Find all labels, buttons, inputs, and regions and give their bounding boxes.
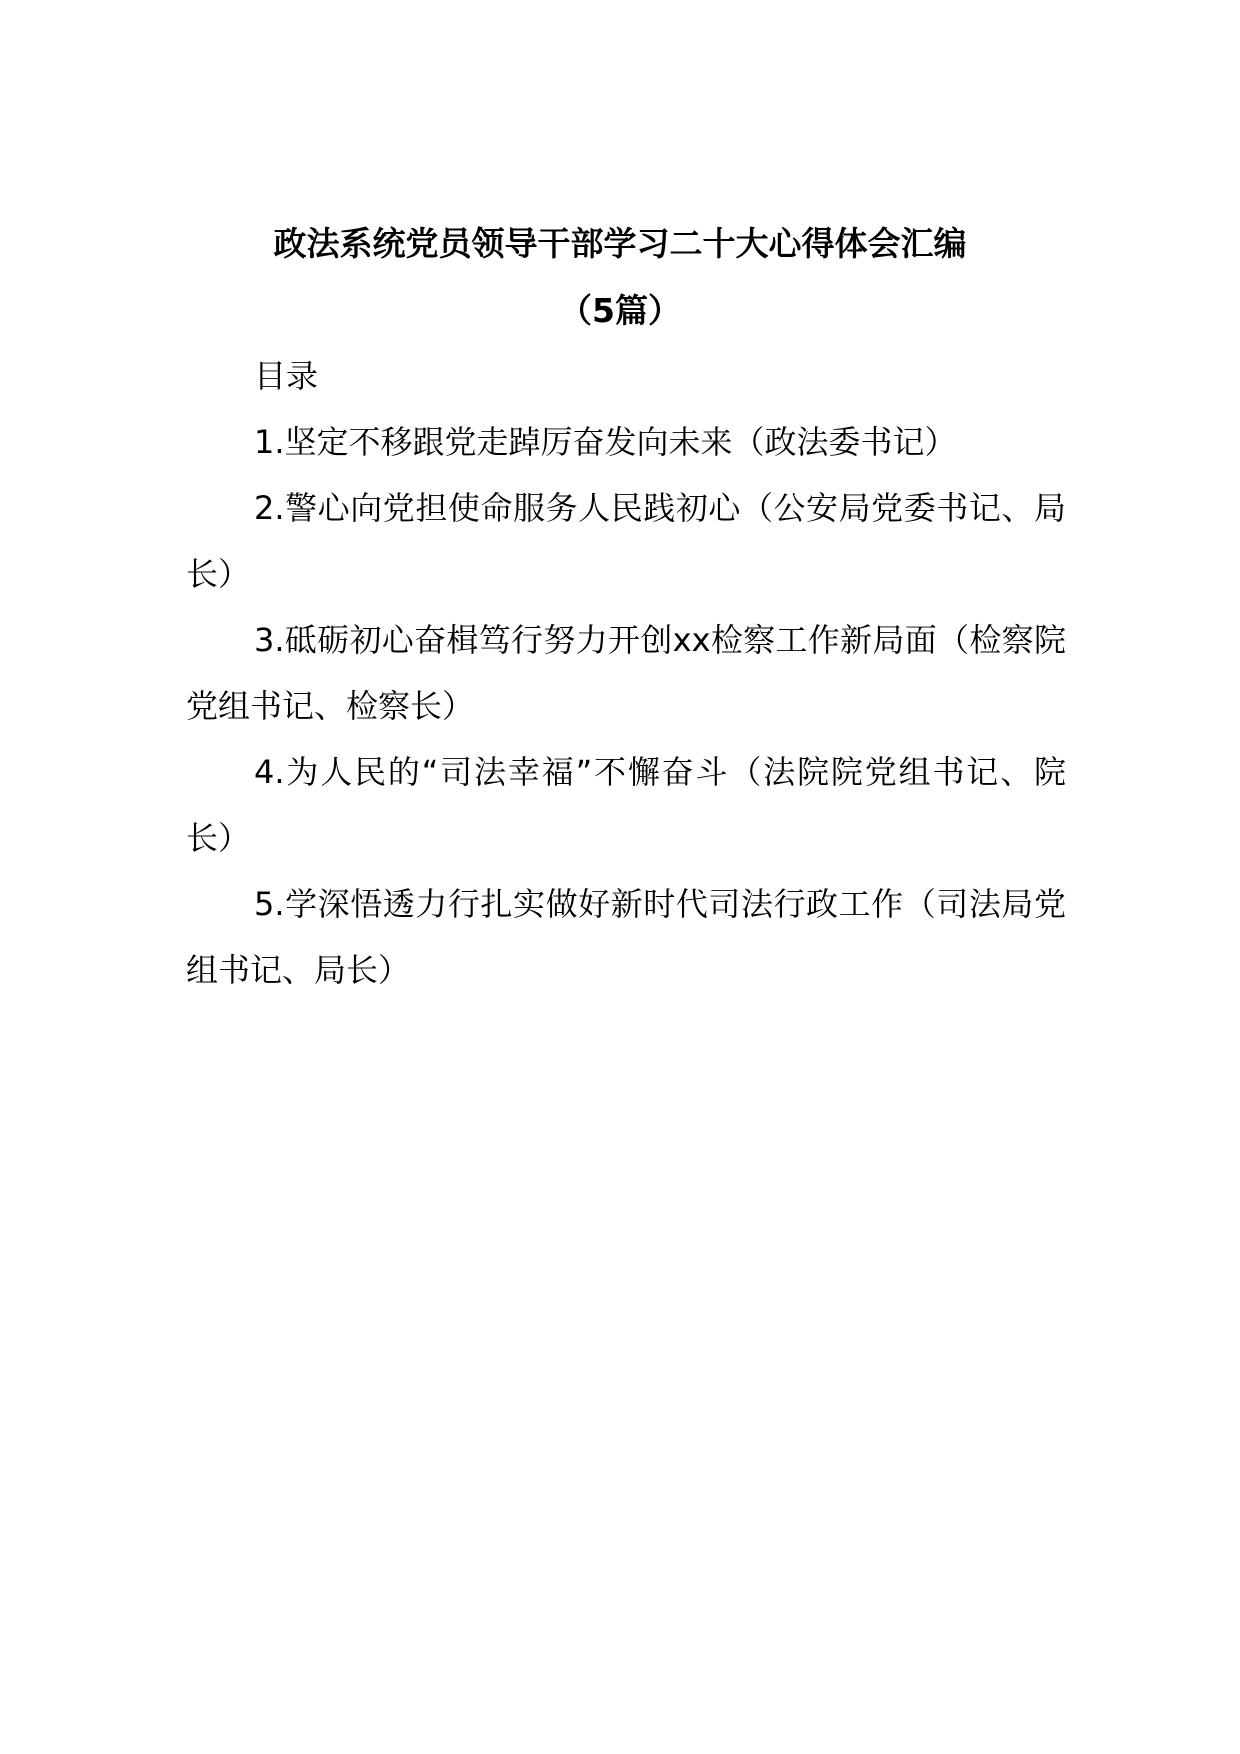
document-title: 政法系统党员领导干部学习二十大心得体会汇编 [273,224,967,263]
table-of-contents [186,343,1066,1003]
toc-item-2: 2.警心向党担使命服务人民践初心（公安局党委书记、局长） [186,489,1066,593]
toc-item-5: 5.学深悟透力行扎实做好新时代司法行政工作（司法局党组书记、局长） [186,885,1066,989]
toc-item-1: 1.坚定不移跟党走踔厉奋发向未来（政法委书记） [254,423,957,461]
document-subtitle-count: （5篇） [559,291,681,330]
toc-item-3: 3.砥砺初心奋楫笃行努力开创xx检察工作新局面（检察院党组书记、检察长） [186,621,1066,725]
toc-item-4: 4.为人民的“司法幸福”不懈奋斗（法院院党组书记、院长） [186,753,1066,857]
toc-heading: 目录 [254,357,319,395]
